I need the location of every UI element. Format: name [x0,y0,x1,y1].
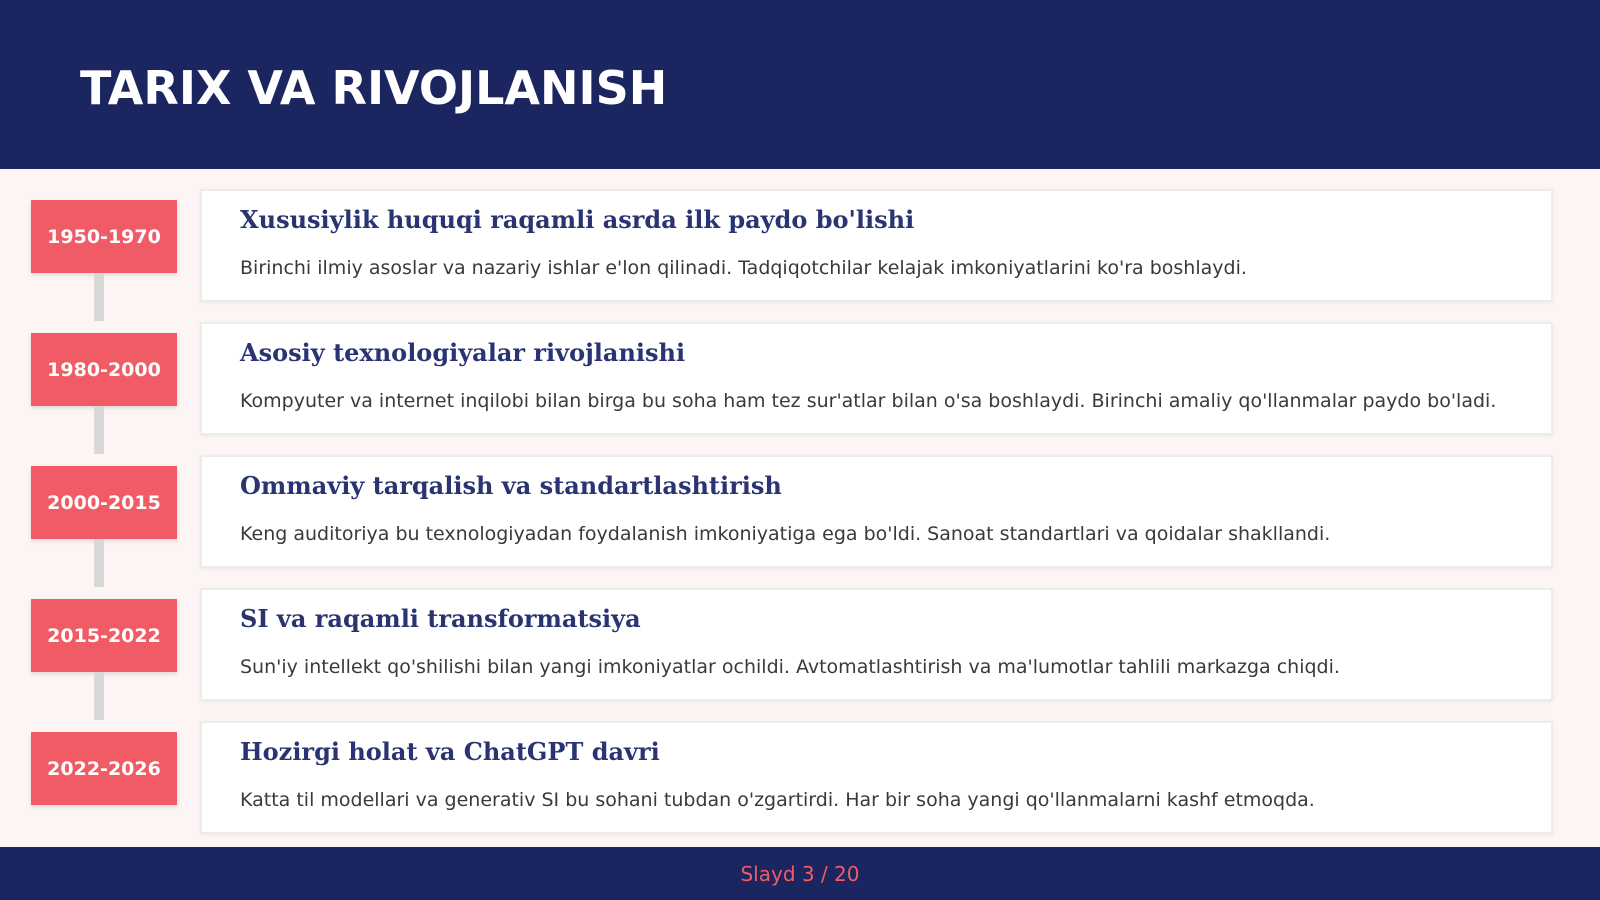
card-description: Birinchi ilmiy asoslar va nazariy ishlar e'lon qilinadi. Tadqiqotchilar kelajak imkoniyatlarini ko'ra boshlaydi. [240,257,1247,279]
timeline-card [200,721,1553,834]
card-title: Xususiylik huquqi raqamli asrda ilk paydo bo'lishi [240,205,915,234]
timeline-connector [94,672,104,720]
slide-footer [0,847,1600,900]
year-badge: 1980-2000 [31,333,177,406]
timeline-card [200,455,1553,568]
card-title: Ommaviy tarqalish va standartlashtirish [240,471,782,500]
timeline-card [200,189,1553,302]
timeline-connector [94,273,104,321]
timeline-item [0,455,1600,588]
card-title: SI va raqamli transformatsiya [240,604,641,633]
slide-number: Slayd 3 / 20 [740,861,860,886]
timeline-item [0,322,1600,455]
card-title: Asosiy texnologiyalar rivojlanishi [240,338,686,367]
timeline-item [0,189,1600,322]
page-title: TARIX VA RIVOJLANISH [80,61,668,115]
card-description: Sun'iy intellekt qo'shilishi bilan yangi imkoniyatlar ochildi. Avtomatlashtirish va ma'lumotlar tahlili markazga chiqdi. [240,656,1340,678]
year-badge: 2000-2015 [31,466,177,539]
card-description: Keng auditoriya bu texnologiyadan foydalanish imkoniyatiga ega bo'ldi. Sanoat standartlari va qoidalar shakllandi. [240,523,1331,545]
year-badge: 2022-2026 [31,732,177,805]
timeline [0,169,1600,847]
timeline-item [0,721,1600,854]
timeline-card [200,588,1553,701]
card-description: Kompyuter va internet inqilobi bilan birga bu soha ham tez sur'atlar bilan o'sa boshlaydi. Birinchi amaliy qo'llanmalar paydo bo'ladi. [240,390,1497,412]
timeline-connector [94,406,104,454]
card-title: Hozirgi holat va ChatGPT davri [240,737,660,766]
slide-header [0,0,1600,169]
year-badge: 1950-1970 [31,200,177,273]
year-badge: 2015-2022 [31,599,177,672]
timeline-connector [94,539,104,587]
timeline-item [0,588,1600,721]
timeline-card [200,322,1553,435]
card-description: Katta til modellari va generativ SI bu sohani tubdan o'zgartirdi. Har bir soha yangi qo'llanmalarni kashf etmoqda. [240,789,1315,811]
